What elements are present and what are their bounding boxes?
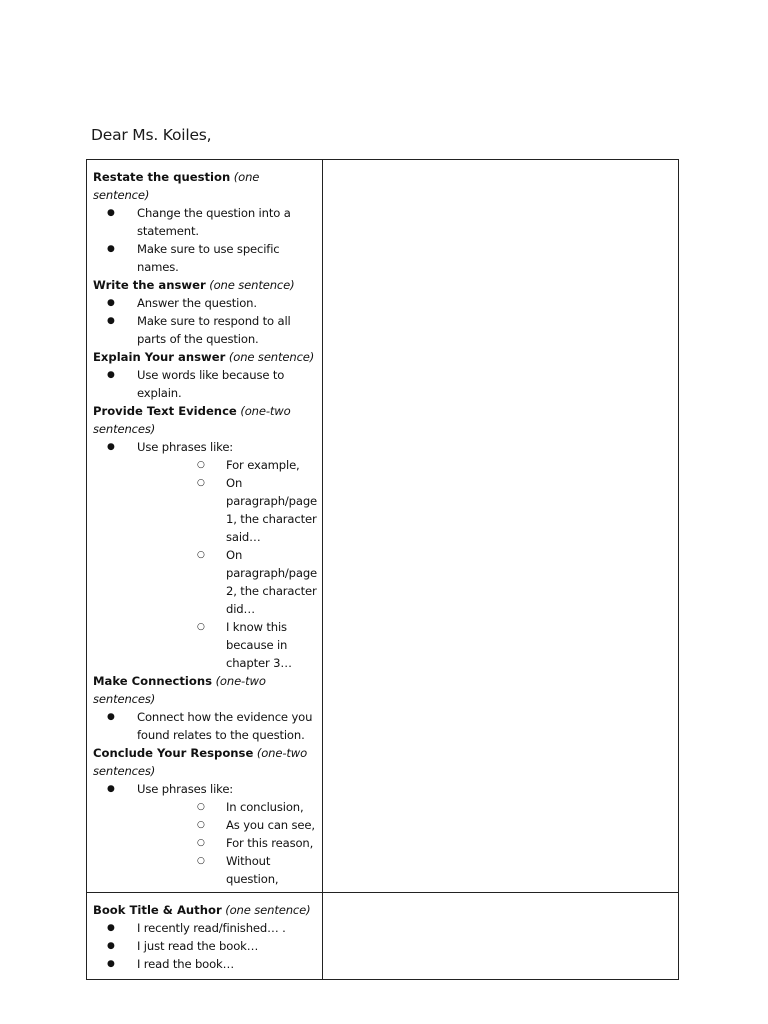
sub-list-item-text: Without question, [226,854,279,886]
bullet-list [93,294,318,348]
sub-list-item [137,618,318,672]
bullet-icon: ● [107,941,115,951]
list-item-text: Make sure to respond to all parts of the question. [137,314,291,346]
bullet-list [93,204,318,276]
list-item-text: Use phrases like: [137,782,234,796]
section-title: Write the answer [93,278,206,292]
bullet-list [93,438,318,672]
section-title: Make Connections [93,674,213,688]
list-item [93,780,318,888]
bullet-icon: ● [107,298,115,308]
list-item [93,937,318,955]
writing-area-book[interactable] [323,893,679,980]
section-heading [93,348,318,366]
bullet-icon: ● [107,784,115,794]
sub-list-item [137,456,318,474]
section-title: Conclude Your Response [93,746,254,760]
bullet-list [93,708,318,744]
section-note: (one-two sentences) [93,404,291,436]
bullet-icon: ● [107,370,115,380]
list-item-text: Use words like because to explain. [137,368,285,400]
guide-cell-book [87,893,323,980]
bullet-list [93,780,318,888]
list-item [93,955,318,973]
list-item-text: Make sure to use specific names. [137,242,280,274]
section-heading [93,276,318,294]
sub-list-item [137,834,318,852]
list-item-text: Connect how the evidence you found relates to the question. [137,710,313,742]
list-item [93,204,318,240]
list-item [93,708,318,744]
bullet-icon: ● [107,442,115,452]
section-heading [93,402,318,438]
section-title: Explain Your answer [93,350,226,364]
sub-list-item [137,852,318,888]
list-item-text: Change the question into a statement. [137,206,291,238]
bullet-icon: ● [107,316,115,326]
bullet-icon: ● [107,244,115,254]
sub-list-item-text: For this reason, [226,836,314,850]
bullet-list [93,366,318,402]
section-heading [93,672,318,708]
response-organizer-table [86,159,679,980]
sub-list-item-text: For example, [226,458,300,472]
organizer-row-book [87,893,679,980]
sub-bullet-list [137,456,318,672]
section-note: (one-two sentences) [93,746,308,778]
list-item [93,312,318,348]
list-item [93,294,318,312]
list-item [93,366,318,402]
list-item [93,240,318,276]
section-note: (one sentence) [209,278,295,292]
hollow-bullet-icon: ○ [197,802,205,812]
section-note: (one sentence) [93,170,260,202]
list-item-text: I just read the book… [137,939,259,953]
guide-cell-main [87,160,323,893]
section-heading [93,744,318,780]
section-title: Provide Text Evidence [93,404,237,418]
section-title: Book Title & Author [93,903,222,917]
hollow-bullet-icon: ○ [197,460,205,470]
sub-list-item-text: As you can see, [226,818,315,832]
sub-list-item [137,546,318,618]
hollow-bullet-icon: ○ [197,478,205,488]
list-item-text: I recently read/finished… . [137,921,286,935]
hollow-bullet-icon: ○ [197,622,205,632]
section-note: (one sentence) [228,350,315,364]
list-item [93,438,318,672]
bullet-list [93,919,318,973]
bullet-icon: ● [107,208,115,218]
list-item [93,919,318,937]
hollow-bullet-icon: ○ [197,820,205,830]
hollow-bullet-icon: ○ [197,550,205,560]
list-item-text: I read the book… [137,957,235,971]
section-title: Restate the question [93,170,231,184]
sub-list-item [137,798,318,816]
list-item-text: Answer the question. [137,296,257,310]
section-note: (one sentence) [225,903,311,917]
section-heading [93,168,318,204]
sub-list-item-text: On paragraph/page 1, the character said… [226,476,318,544]
writing-area-main[interactable] [323,160,679,893]
sub-bullet-list [137,798,318,888]
sub-list-item-text: In conclusion, [226,800,304,814]
section-note: (one-two sentences) [93,674,266,706]
bullet-icon: ● [107,959,115,969]
section-heading [93,901,318,919]
greeting: Dear Ms. Koiles, [91,126,212,144]
hollow-bullet-icon: ○ [197,838,205,848]
bullet-icon: ● [107,923,115,933]
bullet-icon: ● [107,712,115,722]
sub-list-item [137,816,318,834]
list-item-text: Use phrases like: [137,440,234,454]
sub-list-item-text: I know this because in chapter 3… [226,620,292,670]
sub-list-item [137,474,318,546]
sub-list-item-text: On paragraph/page 2, the character did… [226,548,318,616]
organizer-row-main [87,160,679,893]
hollow-bullet-icon: ○ [197,856,205,866]
